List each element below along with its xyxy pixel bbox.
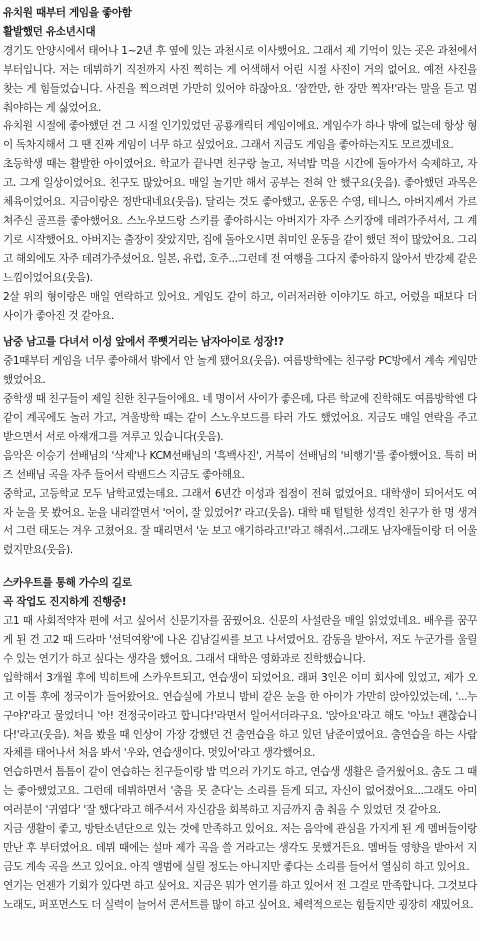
paragraph: 2살 위의 형이랑은 매일 연락하고 있어요. 게임도 같이 하고, 이러저러한 이야기도 하고, 어렸을 때보다 더 사이가 좋아진 것 같아요. [3, 290, 477, 322]
paragraph: 중학생 때 친구들이 제일 친한 친구들이에요. 네 명이서 사이가 좋은데, 다른 학교에 진학해도 여름방학엔 다 같이 계곡에도 놀러 가고, 겨울방학 때는 같이 스노우보드를 타러 가도 했었어요. 지금도 매일 연락을 주고 받으면서 서로 아재개그를 겨루고 있습니다(웃음). [3, 393, 477, 443]
section-subheading: 곡 작업도 진지하게 진행중! [3, 596, 127, 609]
paragraph: 초등학생 때는 활발한 아이였어요. 학교가 끝나면 친구랑 놀고, 저녁밥 먹을 시간에 돌아가서 숙제하고, 자고. 그게 일상이었어요. 친구도 많았어요. 매일 놀기만 해서 공부는 전혀 안 했구요(웃음). 좋아했던 과목은 체육이었어요. 지금이랑은 정반대네요(웃음). 달리는 것도 좋아했고, 운동은 수영, 테니스, 아버지께서 가르쳐주신 골프를 좋아했어요. 스노우보드랑 스키를 좋아하시는 아버지가 자주 스키장에 데려가주셔서, 그 계기로 시작했어요. 아버지는 출장이 잦았지만, 집에 돌아오시면 취미인 운동을 같이 했던 적이 많았어요. 그리고 해외에도 자주 데려가주셨어요. 일본, 유럽, 호주...그런데 전 여행을 그다지 좋아하지 않아서 반강제 같은 느낌이었어요(웃음). [3, 158, 477, 284]
section-spacer [3, 560, 477, 574]
section-school [3, 333, 477, 560]
paragraph: 중학교, 고등학교 모두 남학교였는데요. 그래서 6년간 이성과 접점이 전혀 없었어요. 대학생이 되어서도 여자 눈을 못 봤어요. 눈을 내리깔면서 '어이, 잘 있었어?' 라고(웃음). 대학 때 털털한 성격인 친구가 한 명 생겨서 그런 태도는 겨우 고쳤어요. 잘 때리면서 '눈 보고 얘기하라고!'라고 해줘서..그래도 남자애들이랑 더 어울렸지만요(웃음). [3, 487, 477, 557]
section-subheading: 활발했던 유소년시대 [3, 25, 96, 38]
paragraph: 음악은 이승기 선배님의 '삭제'나 KCM선배님의 '흑백사진', 거북이 선배님의 '비행기'를 좋아했어요. 특히 버즈 선배님 곡을 자주 들어서 락밴드스 지금도 좋아해요. [3, 449, 477, 481]
paragraph: 입학해서 3개월 후에 빅히트에 스카우트되고, 연습생이 되었어요. 래퍼 3인은 이미 회사에 있었고, 제가 오고 이틀 후에 정국이가 들어왔어요. 연습실에 가보니 밤비 같은 눈을 한 아이가 가만히 앉아있었는데, '...누구야?'라고 물었더니 '아! 전정국이라고 합니다!'라면서 일어서더라구요. '앉아요'라고 해도 '아뇨! 괜찮습니다!'라고(웃음). 처음 봤을 때 인상이 가장 강했던 건 춤연습을 하고 있던 남준이였어요. 춤연습을 하는 사람 자체를 태어나서 처음 봐서 '우와, 연습생이다. 멋있어'라고 생각했어요. [3, 671, 477, 760]
paragraph: 연기는 언젠가 기회가 있다면 하고 싶어요. 지금은 뭐가 연기를 하고 있어서 전 그걸로 만족합니다. 그것보다 노래도, 퍼포먼스도 더 실력이 늘어서 콘서트를 많이 하고 싶어요. 체력적으로는 힘들지만 굉장히 재밌어요. [3, 879, 477, 911]
paragraph: 중1때부터 게임을 너무 좋아해서 밖에서 안 놀게 됐어요(웃음). 여름방학에는 친구랑 PC방에서 계속 게임만 했었어요. [3, 355, 477, 387]
section-childhood [3, 4, 477, 325]
section-spacer [3, 325, 477, 333]
section-heading: 남중 남고를 다녀서 이성 앞에서 쭈뼛거리는 남자아이로 성장!? [3, 336, 284, 349]
section-heading: 스카우트를 통해 가수의 길로 [3, 577, 132, 590]
paragraph: 지금 생활이 좋고, 방탄소년단으로 있는 것에 만족하고 있어요. 저는 음악에 관심을 가지게 된 게 멤버들이랑 만난 후 부터였어요. 데뷔 때에는 설마 제가 곡을 쓸 거라고는 생각도 못했거든요. 멤버들 영향을 받아서 지금도 계속 곡을 쓰고 있어요. 아직 앨범에 실릴 정도는 아니지만 좋다는 소리를 들어서 열심히 하고 있어요. [3, 823, 477, 873]
paragraph: 연습하면서 틈틈이 같이 연습하는 친구들이랑 밥 먹으러 가기도 하고, 연습생 생활은 즐거웠어요. 춤도 그 때는 좋아했었고요. 그런데 데뷔하면서 '춤을 못 춘다'는 소리를 듣게 되고, 자신이 없어졌어요...그래도 아미 여러분이 '귀엽다' '잘 했다'라고 해주셔서 자신감을 회복하고 지금까지 춤 춰올 수 있었던 것 같아요. [3, 766, 477, 817]
paragraph: 고1 때 사회적약자 편에 서고 싶어서 신문기자를 꿈꿨어요. 신문의 사설란을 매일 읽었었네요. 배우를 꿈꾸게 된 건 고2 때 드라마 '선덕여왕'에 나온 김남길씨를 보고 나서였어요. 감동을 받아서, 저도 누군가를 울릴 수 있는 연기가 하고 싶다는 생각을 했어요. 그래서 대학은 영화과로 진학했습니다. [3, 615, 477, 665]
paragraph: 유치원 시절에 좋아했던 건 그 시절 인기있었던 공룡캐릭터 게임이에요. 게임수가 하나 밖에 없는데 항상 형이 독차지해서 그 땐 진짜 게임이 너무 하고 싶었어요. 그래서 지금도 게임을 좋아하는지도 모르겠네요. [3, 120, 477, 152]
section-singer [3, 574, 477, 914]
section-heading: 유치원 때부터 게임을 좋아함 [3, 7, 132, 19]
paragraph: 경기도 안양시에서 태어나 1~2년 후 옆에 있는 과천시로 이사했어요. 그래서 제 기억이 있는 곳은 과천에서부터입니다. 저는 데뷔하기 직전까지 사진 찍히는 게 어색해서 어린 시절 사진이 거의 없어요. 예전 사진을 찾는 게 힘들었습니다. 사진을 찍으려면 가만히 있어야 하잖아요. '잠깐만, 한 장만 찍자!'라는 말을 듣고 멈춰야하는 게 싫었어요. [3, 44, 477, 114]
